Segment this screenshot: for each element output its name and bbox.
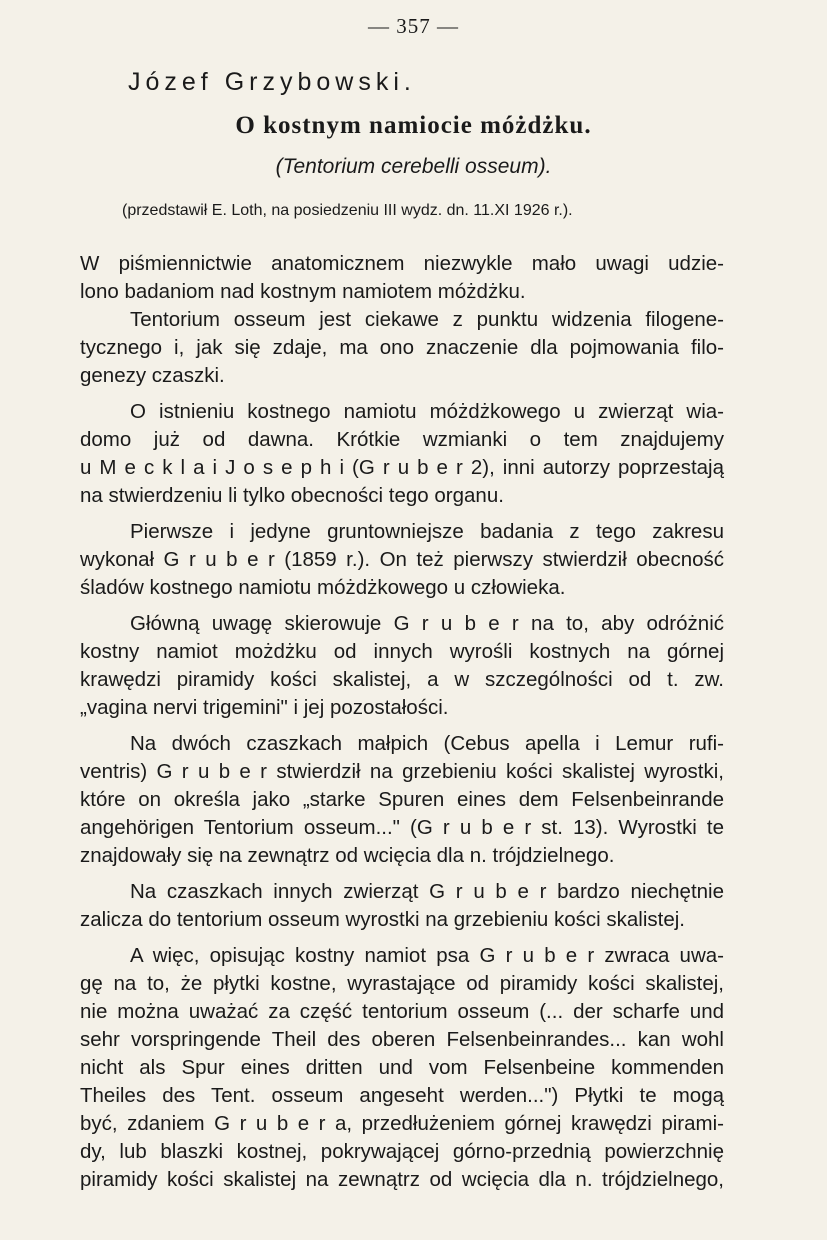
article-title: O kostnym namiocie móżdżku.	[235, 112, 592, 139]
text-line: wykonał G r u b e r (1859 r.). On też pierwszy stwierdził obecność	[80, 548, 724, 571]
text-line: nicht als Spur eines dritten und vom Felsenbeine kommenden	[80, 1056, 724, 1079]
text-line: Na czaszkach innych zwierząt G r u b e r bardzo niechętnie	[130, 880, 724, 903]
text-line: znajdowały się na zewnątrz od wcięcia dla n. trójdzielnego.	[80, 844, 615, 867]
text-line: ventris) G r u b e r stwierdził na grzebieniu kości skalistej wyrostki,	[80, 760, 724, 783]
text-line: lono badaniom nad kostnym namiotem móżdżku.	[80, 280, 526, 303]
text-line: kostny namiot możdżku od innych wyrośli kostnych na górnej	[80, 640, 724, 663]
presentation-note: (przedstawił E. Loth, na posiedzeniu III wydz. dn. 11.XI 1926 r.).	[122, 202, 573, 219]
author-name: Józef Grzybowski.	[128, 68, 416, 96]
text-line: piramidy kości skalistej na zewnątrz od wcięcia dla n. trójdzielnego,	[80, 1168, 724, 1191]
page-number: — 357 —	[368, 14, 459, 38]
text-line: Główną uwagę skierowuje G r u b e r na to, aby odróżnić	[130, 612, 724, 635]
text-line: genezy czaszki.	[80, 364, 225, 387]
text-line: które on określa jako „starke Spuren eines dem Felsenbeinrande	[80, 788, 724, 811]
text-line: krawędzi piramidy kości skalistej, a w szczególności od t. zw.	[80, 668, 724, 691]
text-line: nie można uważać za część tentorium osseum (... der scharfe und	[80, 1000, 724, 1023]
text-line: być, zdaniem G r u b e r a, przedłużeniem górnej krawędzi pirami-	[80, 1112, 724, 1135]
text-line: angehörigen Tentorium osseum..." (G r u b e r st. 13). Wyrostki te	[80, 816, 724, 839]
text-line: śladów kostnego namiotu móżdżkowego u człowieka.	[80, 576, 566, 599]
text-line: Theiles des Tent. osseum angeseht werden...") Płytki te mogą	[80, 1084, 724, 1107]
text-line: sehr vorspringende Theil des oberen Felsenbeinrandes... kan wohl	[80, 1028, 724, 1051]
article-subtitle: (Tentorium cerebelli osseum).	[275, 155, 552, 178]
text-line: A więc, opisując kostny namiot psa G r u b e r zwraca uwa-	[130, 944, 724, 967]
text-line: dy, lub blaszki kostnej, pokrywającej górno-przednią powierzchnię	[80, 1140, 724, 1163]
text-line: gę na to, że płytki kostne, wyrastające od piramidy kości skalistej,	[80, 972, 724, 995]
text-line: W piśmiennictwie anatomicznem niezwykle mało uwagi udzie-	[80, 252, 724, 275]
text-line: Pierwsze i jedyne gruntowniejsze badania z tego zakresu	[130, 520, 724, 543]
text-line: Na dwóch czaszkach małpich (Cebus apella i Lemur rufi-	[130, 732, 724, 755]
text-line: O istnieniu kostnego namiotu móżdżkowego u zwierząt wia-	[130, 400, 724, 423]
text-line: Tentorium osseum jest ciekawe z punktu widzenia filogene-	[130, 308, 724, 331]
text-line: „vagina nervi trigemini" i jej pozostałości.	[80, 696, 449, 719]
text-line: tycznego i, jak się zdaje, ma ono znaczenie dla pojmowania filo-	[80, 336, 724, 359]
text-line: domo już od dawna. Krótkie wzmianki o tem znajdujemy	[80, 428, 724, 451]
text-line: na stwierdzeniu li tylko obecności tego organu.	[80, 484, 504, 507]
text-line: zalicza do tentorium osseum wyrostki na grzebieniu kości skalistej.	[80, 908, 686, 931]
text-line: u M e c k l a i J o s e p h i (G r u b e r 2), inni autorzy poprzestają	[80, 456, 724, 479]
